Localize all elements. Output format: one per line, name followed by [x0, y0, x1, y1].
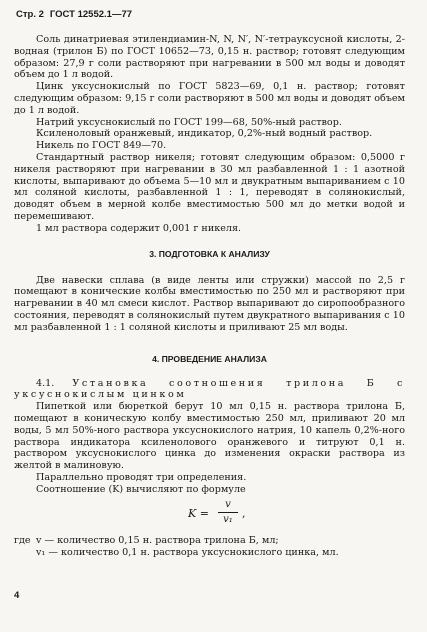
- variable-definitions: [14, 535, 405, 559]
- reagent-trilon: Соль динатриевая этилендиамин-N, N, N′, N′-тетрауксусной кислоты, 2-водная (трилон Б) по ГОСТ 10652—73, 0,15 н. раствор; готовят следующим образом: 27,9 г соли растворяют при нагревании в 500 мл воды и доводят объем до 1 л водой.: [14, 34, 405, 81]
- reagent-nickel: Никель по ГОСТ 849—70.: [36, 140, 167, 152]
- reagent-nickel-concentration: 1 мл раствора содержит 0,001 г никеля.: [36, 222, 242, 234]
- page-number: 4: [14, 590, 20, 601]
- subsection-4-1-heading: [14, 378, 405, 402]
- page-label: Стр. 2: [16, 9, 44, 20]
- definition-v-text: v — количество 0,15 н. раствора трилона Б, мл;: [36, 534, 279, 546]
- definition-v1: v₁ — количество 0,1 н. раствора уксуснокислого цинка, мл.: [36, 546, 339, 558]
- fraction-bar: [218, 512, 238, 513]
- reagent-zinc-acetate: Цинк уксуснокислый по ГОСТ 5823—69, 0,1 н. раствор; готовят следующим образом: 9,15 г соли растворяют в 500 мл воды и доводят объем до 1 л водой.: [14, 81, 405, 116]
- section-3-text: Две навески сплава (в виде ленты или стружки) массой по 2,5 г помещают в конические колбы вместимостью по 250 мл и растворяют при нагревании в 40 мл смеси кислот. Раствор выпаривают до сиропообразного состояния, переводят в солянокислый путем двукратного выпаривания с 10 мл разбавленной 1 : 1 соляной кислоты и приливают 25 мл воды.: [14, 274, 405, 333]
- gost-number: ГОСТ 12552.1—77: [49, 9, 133, 20]
- formula-numerator: v: [225, 498, 231, 510]
- page-header: [16, 9, 405, 20]
- section-3-title: 3. ПОДГОТОВКА К АНАЛИЗУ: [149, 248, 270, 259]
- where-word: где: [14, 534, 31, 546]
- section-4-title: 4. ПРОВЕДЕНИЕ АНАЛИЗА: [152, 353, 267, 364]
- reagent-nickel-standard: Стандартный раствор никеля; готовят следующим образом: 0,5000 г никеля растворяют при нагревании в 30 мл разбавленной 1 : 1 азотной кислоты, выпаривают до объема 5—10 мл и двукратным выпариванием с 10 мл соляной кислоты, разбавленной 1 : 1, переводят в солянокислый, доводят объем в мерной колбе вместимостью 500 мл до метки водой и перемешивают.: [14, 151, 405, 222]
- formula-lhs: K =: [188, 506, 209, 520]
- definition-v: [14, 535, 405, 547]
- parallel-note: Параллельно проводят три определения.: [36, 471, 247, 483]
- procedure-paragraph: Пипеткой или бюреткой берут 10 мл 0,15 н. раствора трилона Б, помещают в коническую колбу вместимостью 250 мл, приливают 20 мл воды, 5 мл 50%-ного раствора уксуснокислого натрия, 10 капель 0,2%-ного раствора индикатора ксиленолового оранжевого и титруют 0,1 н. раствором уксуснокислого цинка до изменения окраски раствора из желтой в малиновую.: [14, 401, 405, 472]
- subsection-4-1-number: 4.1.: [36, 377, 55, 389]
- formula-intro: Соотношение (K) вычисляют по формуле: [36, 483, 246, 495]
- formula-fraction: [218, 499, 238, 526]
- reagent-xylenol-orange: Ксиленоловый оранжевый, индикатор, 0,2%-ный водный раствор.: [36, 128, 373, 140]
- ratio-formula: [14, 499, 405, 529]
- formula-denominator: v₁: [223, 513, 233, 525]
- subsection-4-1-title: Установка соотношения трилона Б с уксуснокислым цинком: [14, 377, 405, 401]
- reagent-sodium-acetate: Натрий уксуснокислый по ГОСТ 199—68, 50%-ный раствор.: [36, 116, 342, 128]
- formula-comma: ,: [242, 506, 246, 520]
